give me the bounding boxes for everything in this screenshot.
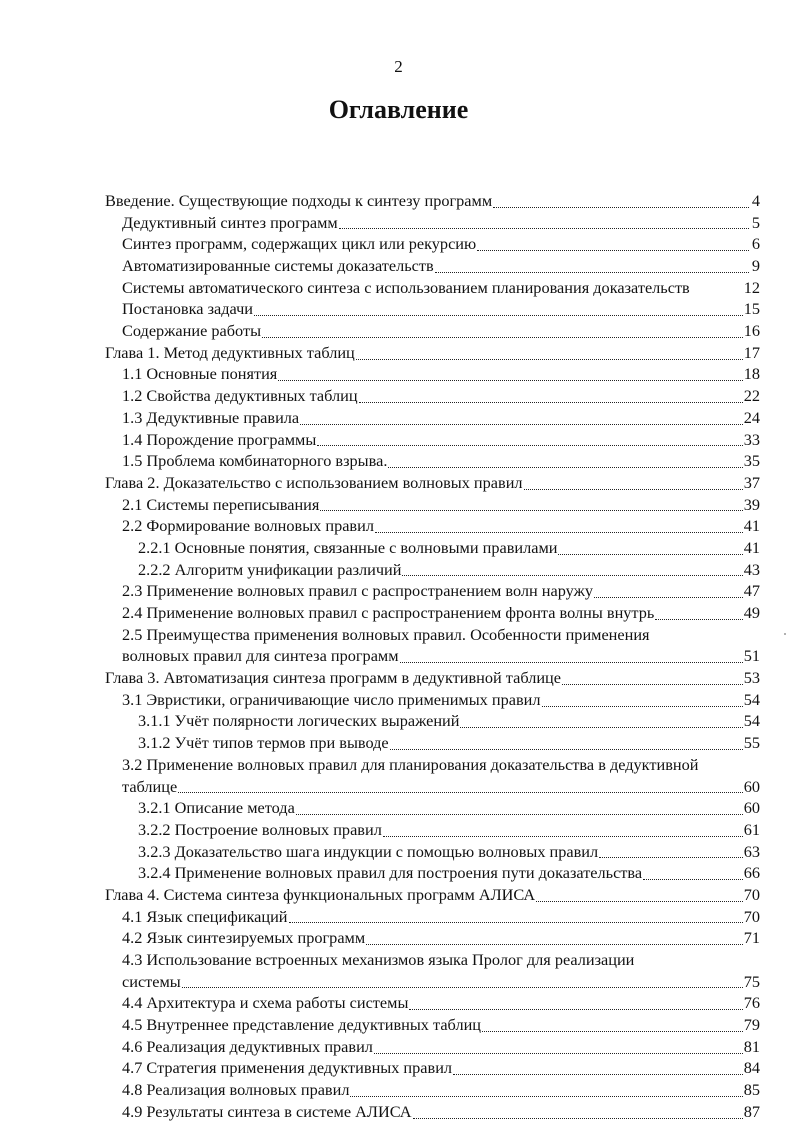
toc-entry-page: 41 <box>743 537 760 557</box>
toc-leader-dots <box>350 1090 742 1097</box>
toc-entry-page: 66 <box>743 863 760 883</box>
toc-leader-dots <box>178 786 743 793</box>
toc-entry-page: 43 <box>743 559 760 579</box>
toc-entry[interactable] <box>105 190 760 212</box>
toc-entry-page: 22 <box>743 386 760 406</box>
toc-entry[interactable] <box>105 407 760 429</box>
toc-entry[interactable] <box>105 537 760 559</box>
toc-entry[interactable] <box>105 927 760 949</box>
toc-entry-page: 71 <box>743 928 760 948</box>
toc-entry[interactable] <box>105 1101 760 1123</box>
toc-entry-title: 2.3 Применение волновых правил с распространением волн наружу <box>122 581 593 601</box>
toc-entry-page: 60 <box>743 798 760 818</box>
toc-entry-page: 6 <box>751 234 760 254</box>
toc-entry-page: 17 <box>743 342 760 362</box>
toc-leader-dots <box>339 222 749 229</box>
toc-entry-page: 55 <box>743 733 760 753</box>
toc-leader-dots <box>409 1003 742 1010</box>
toc-entry-page: 12 <box>743 277 760 297</box>
toc-entry[interactable] <box>105 385 760 407</box>
page-title: Оглавление <box>328 95 469 124</box>
toc-entry-title: 4.2 Язык синтезируемых программ <box>122 928 366 948</box>
toc-entry[interactable] <box>105 1036 760 1058</box>
toc-entry-page: 60 <box>743 776 760 796</box>
page-number: 2 <box>394 57 403 76</box>
toc-entry-page: 54 <box>743 689 760 709</box>
toc-leader-dots <box>317 439 742 446</box>
toc-entry[interactable] <box>105 841 760 863</box>
toc-entry-page: 5 <box>751 212 760 232</box>
toc-leader-dots <box>524 483 743 490</box>
toc-leader-dots <box>594 591 743 598</box>
toc-entry-title: Постановка задачи <box>122 299 253 319</box>
toc-entry[interactable] <box>105 689 760 711</box>
toc-entry-title: 4.5 Внутреннее представление дедуктивных таблиц <box>122 1015 481 1035</box>
toc-leader-dots <box>599 851 743 858</box>
toc-entry-page: 70 <box>743 884 760 904</box>
toc-leader-dots <box>289 916 743 923</box>
toc-entry[interactable] <box>105 1058 760 1080</box>
toc-entry-page: 51 <box>743 646 760 666</box>
toc-entry[interactable] <box>105 472 760 494</box>
toc-leader-dots <box>453 1068 743 1075</box>
toc-entry-page: 33 <box>743 429 760 449</box>
toc-entry[interactable] <box>105 277 760 299</box>
toc-entry-title: 2.2.2 Алгоритм унификации различий <box>138 559 402 579</box>
toc-leader-dots <box>643 873 743 880</box>
toc-entry-title: 4.3 Использование встроенных механизмов языка Пролог для реализации <box>122 950 635 970</box>
toc-entry-title: 4.7 Стратегия применения дедуктивных правил <box>122 1058 453 1078</box>
toc-entry-title: 1.1 Основные понятия <box>122 364 278 384</box>
toc-entry-title: системы <box>122 971 181 991</box>
toc-leader-dots <box>435 266 749 273</box>
toc-entry[interactable] <box>105 711 760 733</box>
toc-leader-dots <box>366 938 743 945</box>
toc-leader-dots <box>374 1047 743 1054</box>
toc-leader-dots <box>375 526 743 533</box>
toc-entry-page: 54 <box>743 711 760 731</box>
toc-entry-page: 85 <box>743 1080 760 1100</box>
toc-entry[interactable] <box>105 624 760 646</box>
toc-entry-page: 9 <box>751 256 760 276</box>
toc-leader-dots <box>388 461 742 468</box>
toc-entry[interactable] <box>105 1014 760 1036</box>
toc-leader-dots <box>477 244 749 251</box>
toc-entry-page: 63 <box>743 841 760 861</box>
toc-entry[interactable] <box>105 754 760 776</box>
toc-leader-dots <box>400 656 743 663</box>
toc-entry-title: 1.4 Порождение программы <box>122 429 317 449</box>
toc-leader-dots <box>558 548 742 555</box>
toc-entry-title: 1.5 Проблема комбинаторного взрыва. <box>122 451 388 471</box>
toc-entry-page: 18 <box>743 364 760 384</box>
toc-entry[interactable] <box>105 1079 760 1101</box>
toc-entry[interactable] <box>105 255 760 277</box>
toc-leader-dots <box>542 700 743 707</box>
toc-entry-title: волновых правил для синтеза программ <box>122 646 399 666</box>
toc-entry-title: 4.1 Язык спецификаций <box>122 906 288 926</box>
toc-entry-page: 61 <box>743 819 760 839</box>
toc-entry-title: 3.2.1 Описание метода <box>138 798 295 818</box>
toc-entry-title: 2.2.1 Основные понятия, связанные с волновыми правилами <box>138 537 558 557</box>
toc-entry-title: 3.2.3 Доказательство шага индукции с помощью волновых правил <box>138 841 599 861</box>
toc-entry[interactable] <box>105 971 760 993</box>
toc-entry[interactable] <box>105 862 760 884</box>
toc-entry-page: 84 <box>743 1058 760 1078</box>
toc-entry[interactable] <box>105 559 760 581</box>
toc-entry-title: 2.1 Системы переписывания <box>122 494 320 514</box>
toc-entry-title: Синтез программ, содержащих цикл или рекурсию <box>122 234 477 254</box>
toc-entry[interactable] <box>105 776 760 798</box>
toc-leader-dots <box>482 1025 743 1032</box>
toc-entry-title: 1.3 Дедуктивные правила <box>122 407 300 427</box>
toc-entry[interactable] <box>105 298 760 320</box>
toc-entry[interactable] <box>105 494 760 516</box>
toc-entry-title: 3.2.2 Построение волновых правил <box>138 819 382 839</box>
toc-entry-page: 53 <box>743 668 760 688</box>
toc-entry-title: Системы автоматического синтеза с использованием планирования доказательств <box>122 277 690 297</box>
toc-leader-dots <box>413 1112 743 1119</box>
toc-leader-dots <box>359 396 743 403</box>
toc-entry-title: 2.2 Формирование волновых правил <box>122 516 374 536</box>
toc-entry-title: 3.2.4 Применение волновых правил для построения пути доказательства <box>138 863 643 883</box>
toc-entry-page: 49 <box>743 603 760 623</box>
toc-entry-title: 1.2 Свойства дедуктивных таблиц <box>122 386 358 406</box>
toc-entry-title: таблице <box>122 776 178 796</box>
toc-entry[interactable] <box>105 797 760 819</box>
toc-entry-title: 4.4 Архитектура и схема работы системы <box>122 993 409 1013</box>
toc-leader-dots <box>356 353 743 360</box>
toc-leader-dots <box>493 201 749 208</box>
toc-entry-title: Дедуктивный синтез программ <box>122 212 338 232</box>
toc-entry-page: 79 <box>743 1015 760 1035</box>
toc-entry-title: 3.1.2 Учёт типов термов при выводе <box>138 733 389 753</box>
toc-entry[interactable] <box>105 732 760 754</box>
toc-entry-page: 76 <box>743 993 760 1013</box>
table-of-contents <box>105 190 760 1123</box>
toc-entry[interactable] <box>105 906 760 928</box>
toc-entry[interactable] <box>105 212 760 234</box>
toc-entry-title: Введение. Существующие подходы к синтезу программ <box>105 190 493 210</box>
toc-entry-page: 81 <box>743 1036 760 1056</box>
toc-leader-dots <box>635 961 749 967</box>
toc-entry-page: 75 <box>743 971 760 991</box>
toc-leader-dots <box>383 830 743 837</box>
toc-leader-dots <box>536 895 743 902</box>
toc-entry-title: Автоматизированные системы доказательств <box>122 256 434 276</box>
toc-leader-dots <box>691 288 743 294</box>
toc-entry[interactable] <box>105 884 760 906</box>
toc-entry-title: Глава 2. Доказательство с использованием волновых правил <box>105 472 523 492</box>
toc-leader-dots <box>300 418 743 425</box>
toc-entry[interactable] <box>105 233 760 255</box>
toc-entry[interactable] <box>105 450 760 472</box>
toc-entry-title: 3.2 Применение волновых правил для планирования доказательства в дедуктивной <box>122 754 699 774</box>
toc-entry-page: 47 <box>743 581 760 601</box>
toc-entry-page: 37 <box>743 472 760 492</box>
toc-entry[interactable] <box>105 949 760 971</box>
toc-leader-dots <box>390 743 743 750</box>
toc-leader-dots <box>296 808 743 815</box>
toc-leader-dots <box>262 331 743 338</box>
toc-entry[interactable] <box>105 580 760 602</box>
toc-entry-page: 41 <box>743 516 760 536</box>
toc-entry-page: 15 <box>743 299 760 319</box>
toc-entry-page: 87 <box>743 1101 760 1121</box>
toc-entry[interactable] <box>105 364 760 386</box>
toc-entry[interactable] <box>105 429 760 451</box>
toc-entry-page: 4 <box>751 190 760 210</box>
toc-entry-page: 70 <box>743 906 760 926</box>
toc-leader-dots <box>460 721 742 728</box>
toc-entry-page: 39 <box>743 494 760 514</box>
toc-entry[interactable] <box>105 342 760 364</box>
toc-entry-title: Глава 4. Система синтеза функциональных программ АЛИСА <box>105 884 536 904</box>
toc-leader-dots <box>254 309 743 316</box>
toc-entry[interactable] <box>105 667 760 689</box>
toc-entry-title: Содержание работы <box>122 321 262 341</box>
toc-entry-title: 4.9 Результаты синтеза в системе АЛИСА <box>122 1101 412 1121</box>
toc-entry-title: 3.1.1 Учёт полярности логических выражений <box>138 711 460 731</box>
toc-entry-page: 24 <box>743 407 760 427</box>
toc-entry-title: Глава 1. Метод дедуктивных таблиц <box>105 342 355 362</box>
toc-entry[interactable] <box>105 819 760 841</box>
toc-entry-title: 4.8 Реализация волновых правил <box>122 1080 350 1100</box>
toc-entry[interactable] <box>105 645 760 667</box>
toc-entry-title: 3.1 Эвристики, ограничивающие число применимых правил <box>122 689 541 709</box>
toc-entry-title: 2.4 Применение волновых правил с распространением фронта волны внутрь <box>122 603 655 623</box>
toc-entry-page: 35 <box>743 451 760 471</box>
toc-leader-dots <box>655 613 742 620</box>
toc-entry-page: 16 <box>743 321 760 341</box>
toc-entry-title: 4.6 Реализация дедуктивных правил <box>122 1036 373 1056</box>
toc-leader-dots <box>651 635 749 641</box>
toc-leader-dots <box>182 981 743 988</box>
toc-entry[interactable] <box>105 515 760 537</box>
toc-leader-dots <box>278 374 742 381</box>
toc-entry[interactable] <box>105 602 760 624</box>
scan-speck <box>784 633 786 635</box>
toc-leader-dots <box>699 766 749 772</box>
toc-leader-dots <box>320 504 742 511</box>
toc-entry[interactable] <box>105 320 760 342</box>
toc-entry-title: Глава 3. Автоматизация синтеза программ в дедуктивной таблице <box>105 668 561 688</box>
toc-entry-title: 2.5 Преимущества применения волновых правил. Особенности применения <box>122 624 650 644</box>
toc-entry[interactable] <box>105 992 760 1014</box>
toc-leader-dots <box>562 678 743 685</box>
toc-leader-dots <box>402 569 742 576</box>
